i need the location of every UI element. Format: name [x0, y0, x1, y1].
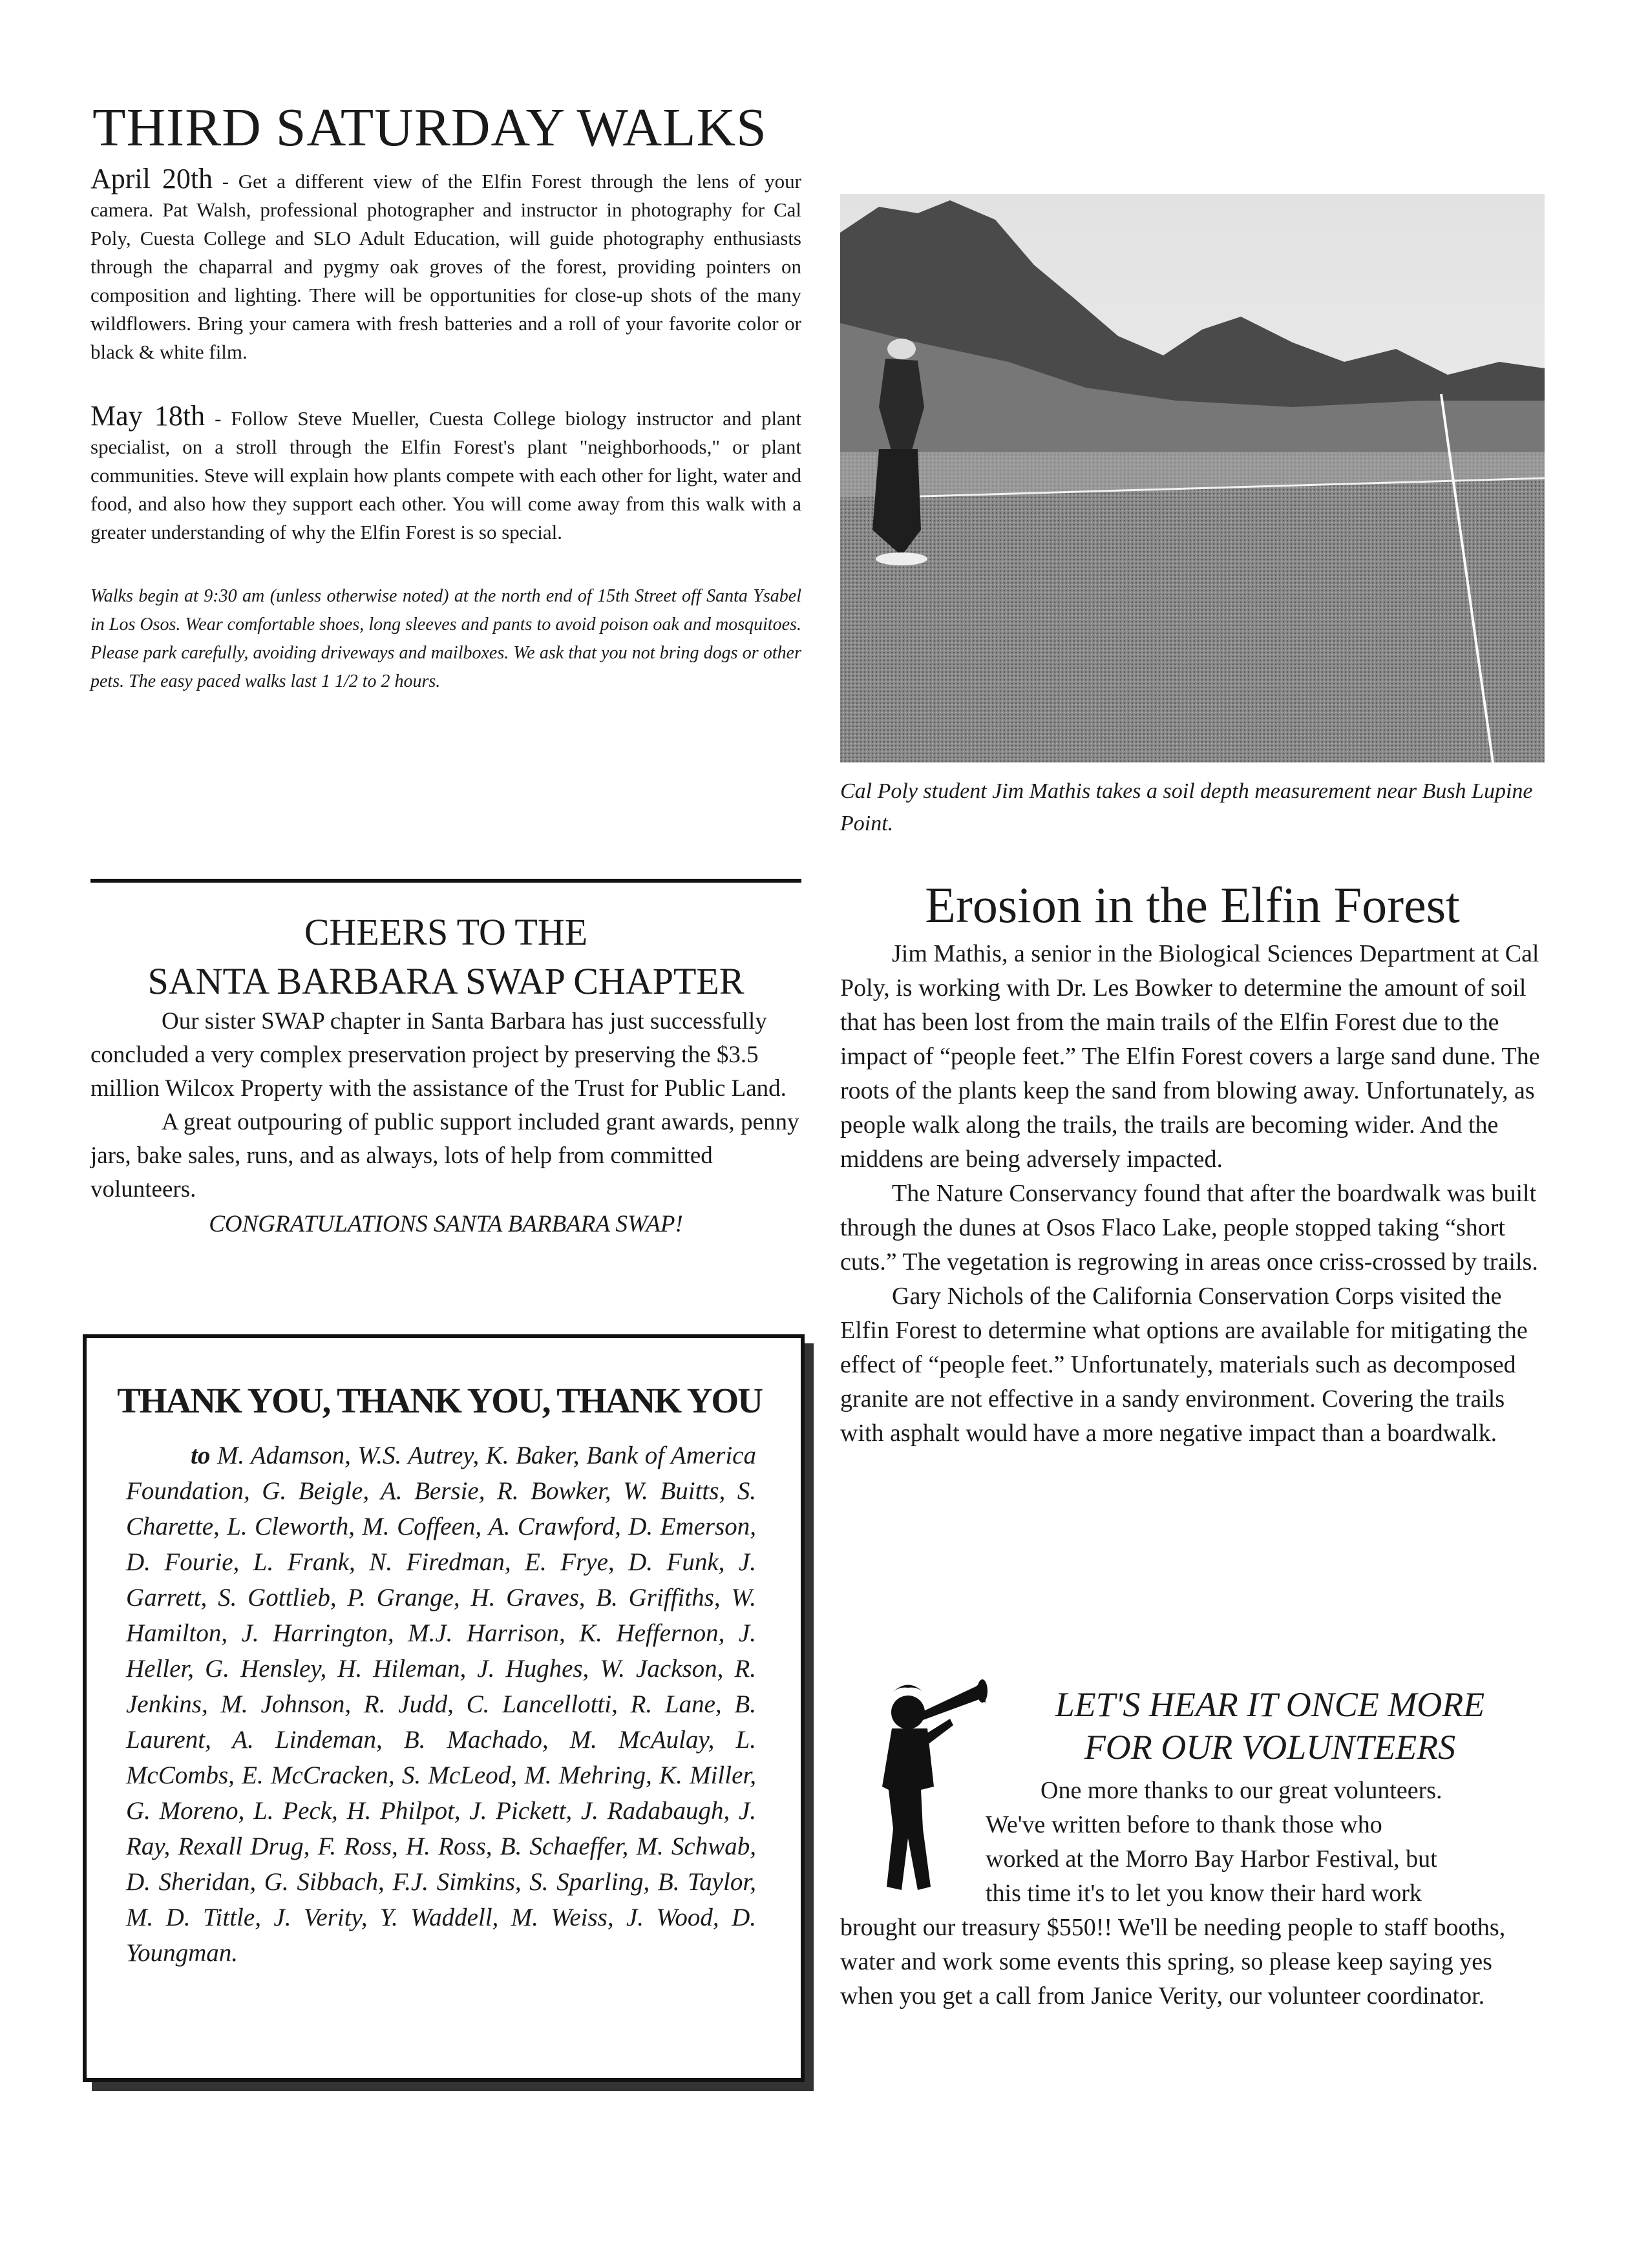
walks-heading: THIRD SATURDAY WALKS [92, 98, 767, 158]
cheers-heading-line2: SANTA BARBARA SWAP CHAPTER [147, 960, 745, 1002]
volunteers-heading-line2: FOR OUR VOLUNTEERS [1084, 1728, 1456, 1767]
walk-april-text: - Get a different view of the Elfin Forest through the lens of your camera. Pat Walsh, professional photographer and instructor in photography for Cal Poly, Cuesta College and SLO Adult Education, will guide photography enthusiasts through the chaparral and pygmy oak groves of the forest, providing pointers on composition and lighting. There will be opportunities for close-up shots of the many wildflowers. Bring your camera with fresh batteries and a roll of your favorite color or black & white film. [90, 170, 801, 363]
erosion-heading: Erosion in the Elfin Forest [925, 877, 1460, 933]
volunteers-line-1: One more thanks to our great volunteers. [1041, 1777, 1442, 1804]
walk-may [90, 402, 801, 547]
thanks-to: to [191, 1442, 211, 1469]
volunteers-body [840, 1774, 1545, 2013]
cheers-heading [90, 908, 801, 1006]
volunteers-rest: brought our treasury $550!! We'll be needing people to staff booths, water and work some events this spring, so please keep saying yes when you get a call from Janice Verity, our volunteer coordinator. [840, 1914, 1506, 2010]
walk-april-date: April 20th [90, 163, 213, 194]
walk-may-text: - Follow Steve Mueller, Cuesta College biology instructor and plant specialist, on a stroll through the Elfin Forest's plant "neighborhoods," or plant communities. Steve will explain how plants compete with each other for light, water and food, and also how they support each other. You will come away from this walk with a greater understanding of why the Elfin Forest is so special. [90, 407, 801, 543]
cheers-body [90, 1005, 801, 1241]
walks-note: Walks begin at 9:30 am (unless otherwise noted) at the north end of 15th Street off Santa Ysabel in Los Osos. Wear comfortable shoes, long sleeves and pants to avoid poison oak and mosquitoes. Please park carefully, avoiding driveways and mailboxes. We ask that you not bring dogs or other pets. The easy paced walks last 1 1/2 to 2 hours. [90, 586, 801, 691]
walk-april [90, 165, 801, 366]
erosion-body [840, 937, 1545, 1451]
thanks-names [126, 1438, 756, 1971]
photo-caption: Cal Poly student Jim Mathis takes a soil depth measurement near Bush Lupine Point. [840, 779, 1533, 835]
volunteers-heading-line1: LET'S HEAR IT ONCE MORE [1055, 1685, 1485, 1724]
volunteers-heading [995, 1683, 1545, 1769]
volunteers-line-3: worked at the Morro Bay Harbor Festival, but [986, 1845, 1437, 1873]
thanks-heading: THANK YOU, THANK YOU, THANK YOU [117, 1381, 762, 1420]
walk-may-date: May 18th [90, 400, 206, 432]
walks-column [90, 165, 801, 696]
erosion-para-3: Gary Nichols of the California Conservation Corps visited the Elfin Forest to determine what options are available for mitigating the effect of “people feet.” Unfortunately, materials such as decomposed granite are not effective in a sandy environment. Covering the trails with asphalt would have a more negative impact than a boardwalk. [840, 1283, 1528, 1447]
section-divider [90, 879, 801, 883]
cheers-para-2: A great outpouring of public support included grant awards, penny jars, bake sales, runs, and as always, lots of help from committed volunteers. [90, 1109, 799, 1202]
volunteers-line-4: this time it's to let you know their hard work [986, 1880, 1422, 1907]
cheers-para-1: Our sister SWAP chapter in Santa Barbara has just successfully concluded a very complex preservation project by preserving the $3.5 million Wilcox Property with the assistance of the Trust for Public Land. [90, 1008, 787, 1102]
erosion-photo [840, 194, 1545, 762]
cheers-heading-line1: CHEERS TO THE [304, 911, 588, 953]
erosion-para-2: The Nature Conservancy found that after the boardwalk was built through the dunes at Osos Flaco Lake, people stopped taking “short cuts.” The vegetation is regrowing in areas once criss-crossed by trails. [840, 1180, 1538, 1276]
cheers-congrats: CONGRATULATIONS SANTA BARBARA SWAP! [209, 1211, 683, 1237]
thanks-names-list: M. Adamson, W.S. Autrey, K. Baker, Bank of America Foundation, G. Beigle, A. Bersie, R. Bowker, W. Buitts, S. Charette, L. Cleworth, M. Coffeen, A. Crawford, D. Emerson, D. Fourie, L. Frank, N. Firedman, E. Frye, D. Funk, J. Garrett, S. Gottlieb, P. Grange, H. Graves, B. Griffiths, W. Hamilton, J. Harrington, M.J. Harrison, K. Heffernon, J. Heller, G. Hensley, H. Hileman, J. Hughes, W. Jackson, R. Jenkins, M. Johnson, R. Judd, C. Lancellotti, R. Lane, B. Laurent, A. Lindeman, B. Machado, M. McAulay, L. McCombs, E. McCracken, S. McLeod, M. Mehring, K. Miller, G. Moreno, L. Peck, H. Philpot, J. Pickett, J. Radabaugh, J. Ray, Rexall Drug, F. Ross, H. Ross, B. Schaeffer, M. Schwab, D. Sheridan, G. Sibbach, F.J. Simkins, S. Sparling, B. Taylor, M. D. Tittle, J. Verity, Y. Waddell, M. Weiss, J. Wood, D. Youngman. [126, 1442, 756, 1967]
erosion-para-1: Jim Mathis, a senior in the Biological Sciences Department at Cal Poly, is working with Dr. Les Bowker to determine the amount of soil that has been lost from the main trails of the Elfin Forest due to the impact of “people feet.” The Elfin Forest covers a large sand dune. The roots of the plants keep the sand from blowing away. Unfortunately, as people walk along the trails, the trails are becoming wider. And the middens are being adversely impacted. [840, 940, 1540, 1173]
volunteers-line-2: We've written before to thank those who [986, 1811, 1382, 1838]
